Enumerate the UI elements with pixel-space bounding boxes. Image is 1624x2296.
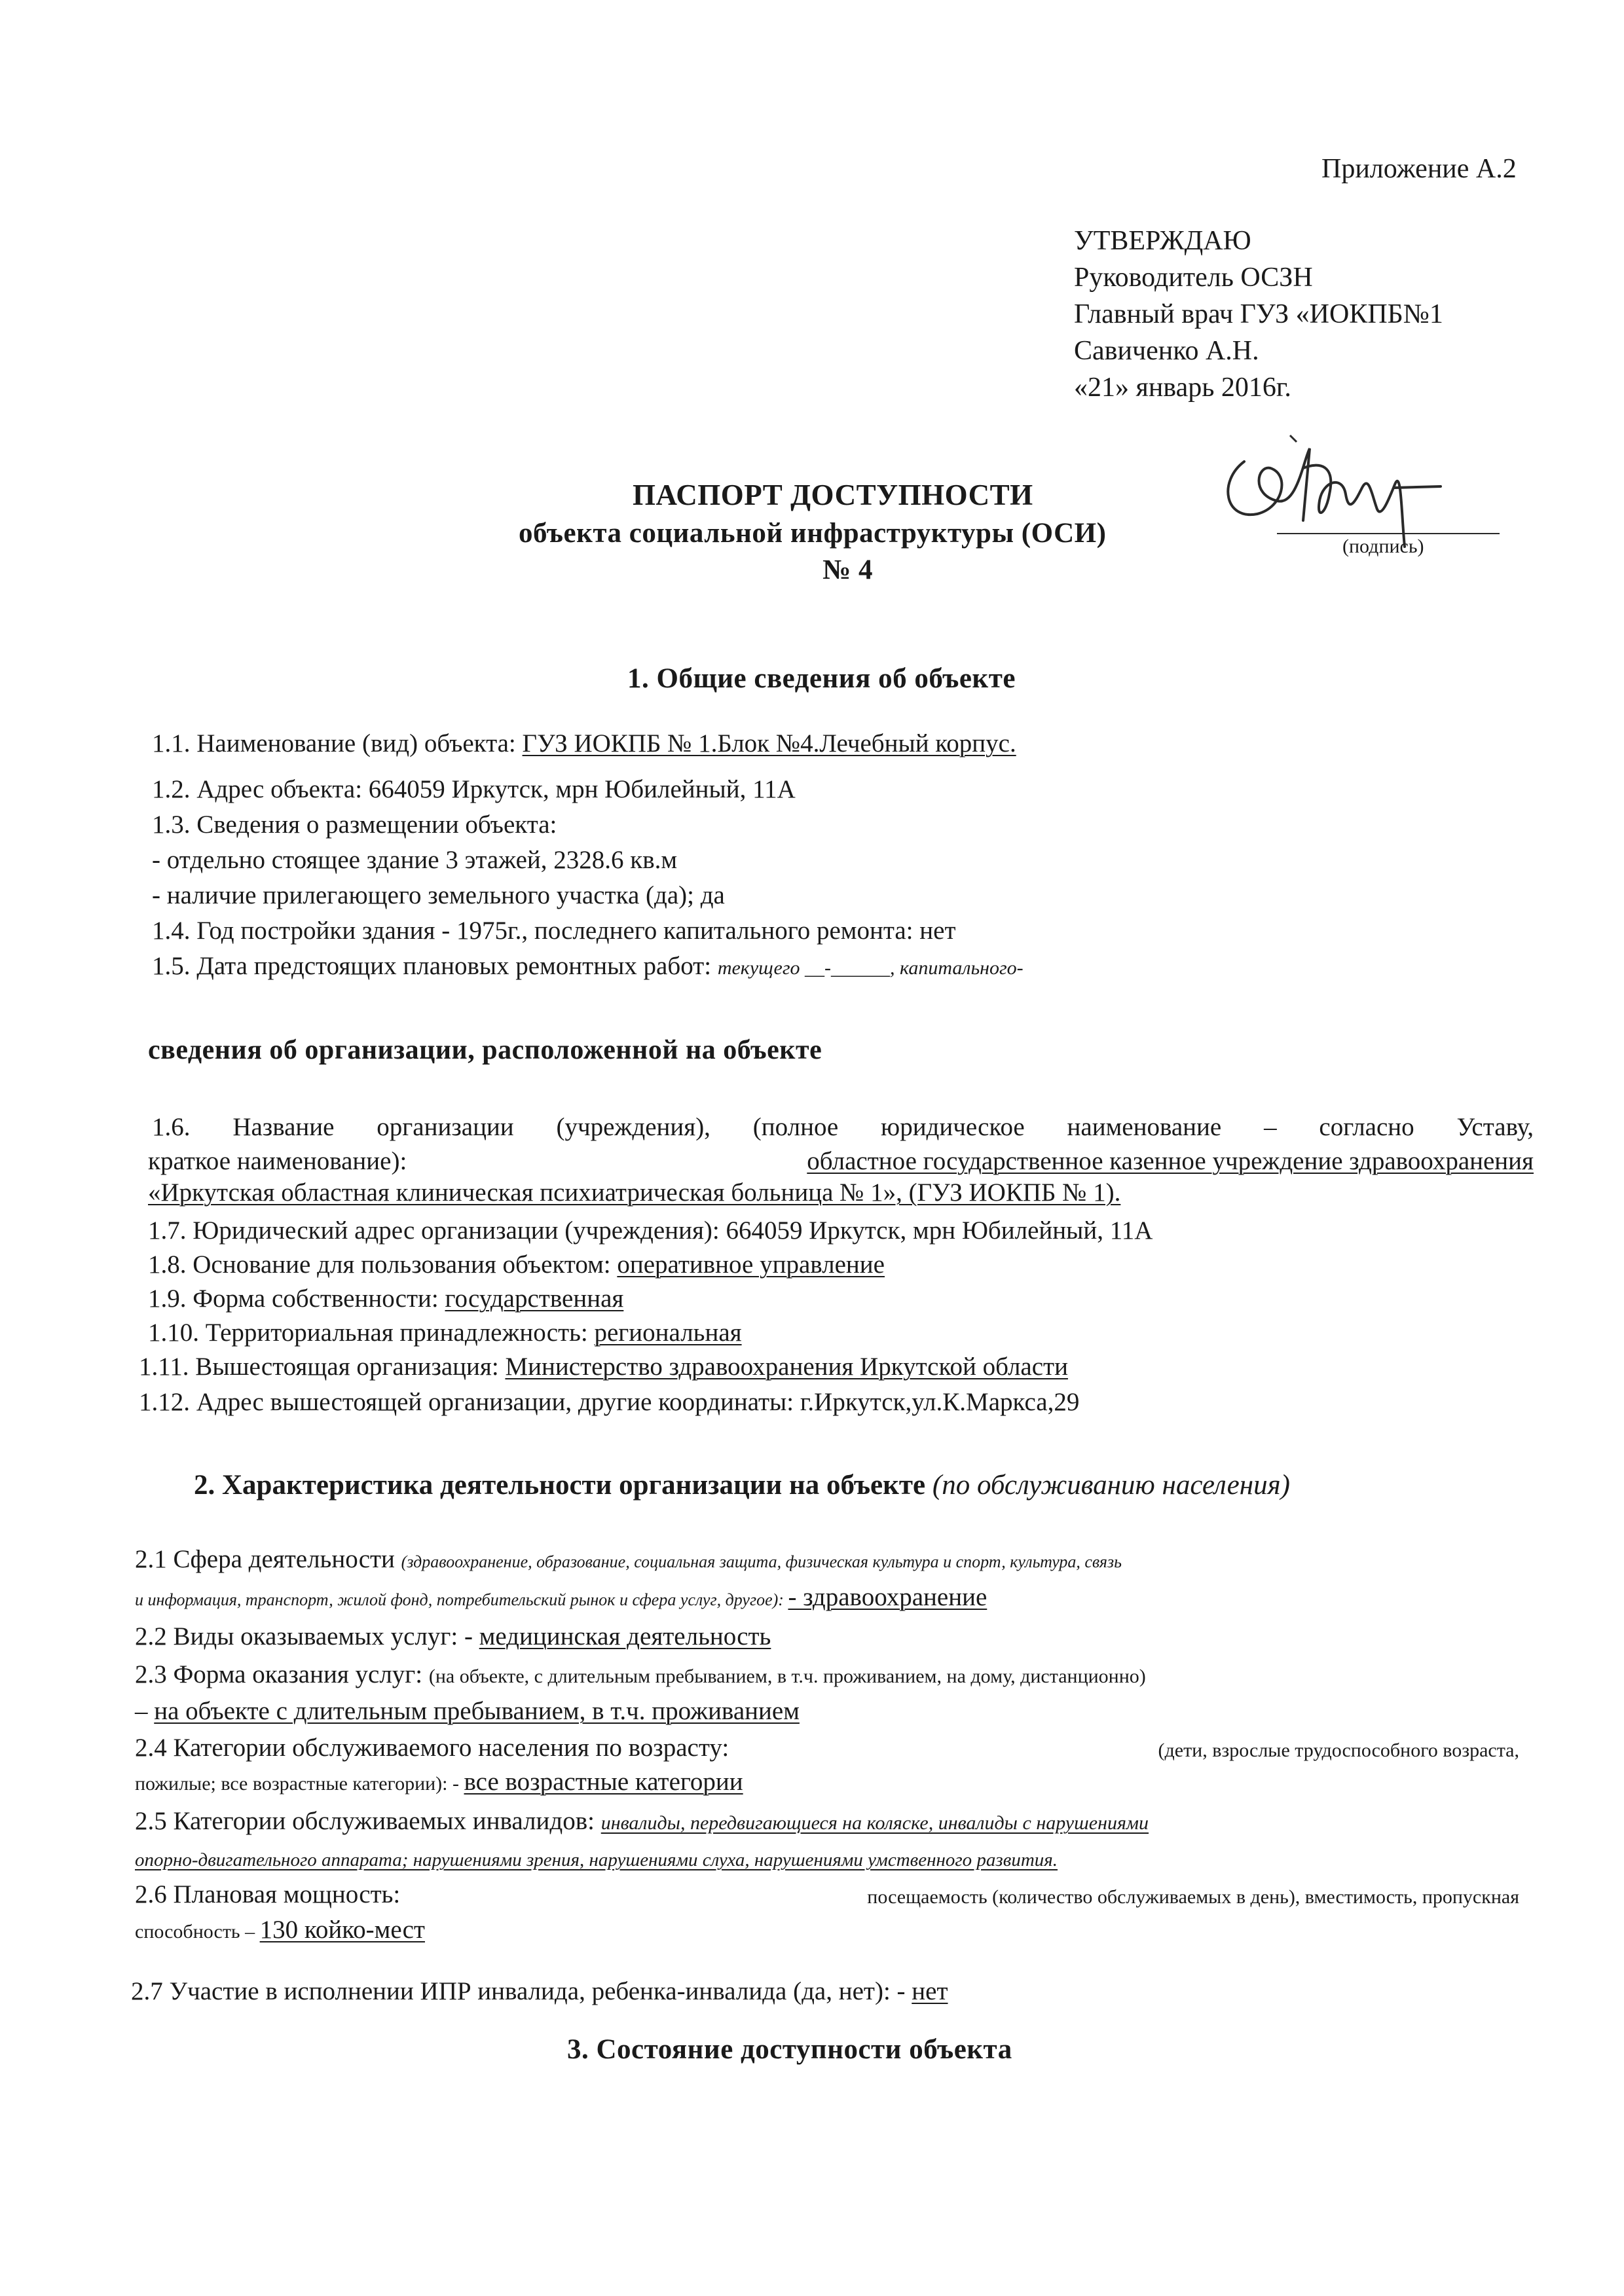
item-1-5-value: текущего __-______, капитального- [717,957,1024,979]
item-2-6-value: 130 койко-мест [259,1916,425,1944]
item-1-1-value: ГУЗ ИОКПБ № 1.Блок №4.Лечебный корпус. [522,729,1016,757]
item-2-1-value: - здравоохранение [788,1583,987,1611]
item-1-6-line-2 [148,1147,1534,1176]
section-1-heading: 1. Общие сведения об объекте [627,663,1016,694]
item-2-1-hint-2: и информация, транспорт, жилой фонд, потребительский рынок и сфера услуг, другое): [135,1590,788,1609]
item-1-3-a: - отдельно стоящее здание 3 этажей, 2328.6 кв.м [152,846,678,874]
item-1-10 [148,1319,742,1347]
item-1-1 [152,729,1016,758]
item-2-4-line-2 [135,1768,743,1798]
item-1-5-label: 1.5. Дата предстоящих плановых ремонтных работ: [152,952,718,980]
item-2-6-line-1 [135,1880,1519,1914]
item-2-4-line-1 [135,1734,1519,1768]
item-1-1-label: 1.1. Наименование (вид) объекта: [152,729,523,757]
item-2-3-label: 2.3 Форма оказания услуг: [135,1660,429,1688]
section-2-heading [194,1469,1290,1501]
section-2-heading-note: (по обслуживанию населения) [932,1470,1290,1501]
item-2-2-label: 2.2 Виды оказываемых услуг: - [135,1622,479,1650]
item-2-6-hint-2: способность – [135,1921,260,1942]
item-2-1-line-2 [135,1583,987,1614]
section-3-heading: 3. Состояние доступности объекта [567,2034,1012,2065]
document-number: № 4 [822,555,873,585]
approval-date: «21» январь 2016г. [1074,373,1291,403]
item-2-6-label: 2.6 Плановая мощность: [135,1880,401,1908]
document-subtitle: объекта социальной инфраструктуры (ОСИ) [519,518,1107,549]
signature-caption: (подпись) [1342,536,1424,557]
item-1-8-label: 1.8. Основание для пользования объектом: [148,1250,618,1279]
item-1-4: 1.4. Год постройки здания - 1975г., последнего капитального ремонта: нет [152,917,956,945]
approval-line-3: Главный врач ГУЗ «ИОКПБ№1 [1074,299,1443,329]
item-1-12: 1.12. Адрес вышестоящей организации, другие координаты: г.Иркутск,ул.К.Маркса,29 [139,1388,1080,1416]
item-2-7 [131,1977,948,2006]
item-1-9-label: 1.9. Форма собственности: [148,1285,445,1313]
item-2-4-hint-2: пожилые; все возрастные категории): - [135,1773,464,1795]
item-2-3-line-1 [135,1660,1146,1691]
approval-line-1: УТВЕРЖДАЮ [1074,226,1251,256]
item-1-9-value: государственная [445,1285,624,1313]
item-2-1-label: 2.1 Сфера деятельности [135,1545,401,1573]
item-2-1-line-1 [135,1545,1122,1576]
item-2-5-value-1: инвалиды, передвигающиеся на коляске, инвалиды с нарушениями [600,1812,1149,1834]
item-1-3-b: - наличие прилегающего земельного участка (да); да [152,881,725,909]
item-1-10-label: 1.10. Территориальная принадлежность: [148,1319,595,1347]
item-1-6-label: краткое наименование): [148,1147,407,1175]
item-2-4-label: 2.4 Категории обслуживаемого населения по возрасту: [135,1734,729,1762]
approval-block [1074,223,1443,406]
item-1-6-value-1: областное государственное казенное учреждение здравоохранения [807,1147,1534,1175]
item-1-8-value: оперативное управление [617,1250,885,1279]
item-2-3-line-2 [135,1697,800,1726]
item-2-7-value: нет [912,1977,948,2005]
item-1-11-label: 1.11. Вышестоящая организация: [139,1353,506,1381]
item-2-5-line-2 [135,1844,1058,1874]
item-1-2: 1.2. Адрес объекта: 664059 Иркутск, мрн Юбилейный, 11А [152,775,796,803]
item-2-3-value: на объекте с длительным пребыванием, в т.ч. проживанием [154,1697,800,1725]
item-1-11 [139,1353,1068,1381]
item-2-2-value: медицинская деятельность [479,1622,771,1650]
item-2-6-hint: посещаемость (количество обслуживаемых в день), вместимость, пропускная [867,1886,1519,1908]
item-1-7: 1.7. Юридический адрес организации (учреждения): 664059 Иркутск, мрн Юбилейный, 11А [148,1216,1153,1245]
approval-line-4: Савиченко А.Н. [1074,336,1259,366]
item-1-9 [148,1285,623,1313]
item-2-7-label: 2.7 Участие в исполнении ИПР инвалида, ребенка-инвалида (да, нет): - [131,1977,912,2005]
item-2-5-label: 2.5 Категории обслуживаемых инвалидов: [135,1807,601,1835]
item-2-5-line-1 [135,1807,1149,1838]
item-1-3: 1.3. Сведения о размещении объекта: [152,811,557,839]
approval-line-2: Руководитель ОСЗН [1074,263,1313,293]
document-title: ПАСПОРТ ДОСТУПНОСТИ [633,479,1033,511]
org-section-heading: сведения об организации, расположенной на объекте [148,1035,822,1065]
appendix-label: Приложение А.2 [1321,154,1517,184]
item-1-6-line-3 [148,1178,1120,1207]
item-1-10-value: региональная [594,1319,742,1347]
item-2-3-dash: – [135,1697,155,1725]
item-2-3-hint: (на объекте, с длительным пребыванием, в т.ч. проживанием, на дому, дистанционно) [428,1666,1146,1687]
item-2-5-value-2: опорно-двигательного аппарата; нарушениями зрения, нарушениями слуха, нарушениями умственного развития. [135,1850,1058,1870]
item-1-5 [152,952,1024,983]
item-2-2 [135,1622,771,1651]
item-2-1-hint-1: (здравоохранение, образование, социальная защита, физическая культура и спорт, культура, связь [401,1552,1122,1571]
item-1-11-value: Министерство здравоохранения Иркутской области [505,1353,1068,1381]
item-2-4-hint-1: (дети, взрослые трудоспособного возраста, [1158,1740,1519,1761]
item-1-8 [148,1250,885,1279]
item-1-6-line-1: 1.6. Название организации (учреждения), (полное юридическое наименование – согласно Уставу, [152,1113,1534,1141]
section-2-heading-main: 2. Характеристика деятельности организации на объекте [194,1470,932,1501]
item-2-4-value: все возрастные категории [464,1768,743,1796]
item-1-6-value-2: «Иркутская областная клиническая психиатрическая больница № 1», (ГУЗ ИОКПБ № 1). [148,1178,1121,1207]
item-2-6-line-2 [135,1916,425,1946]
